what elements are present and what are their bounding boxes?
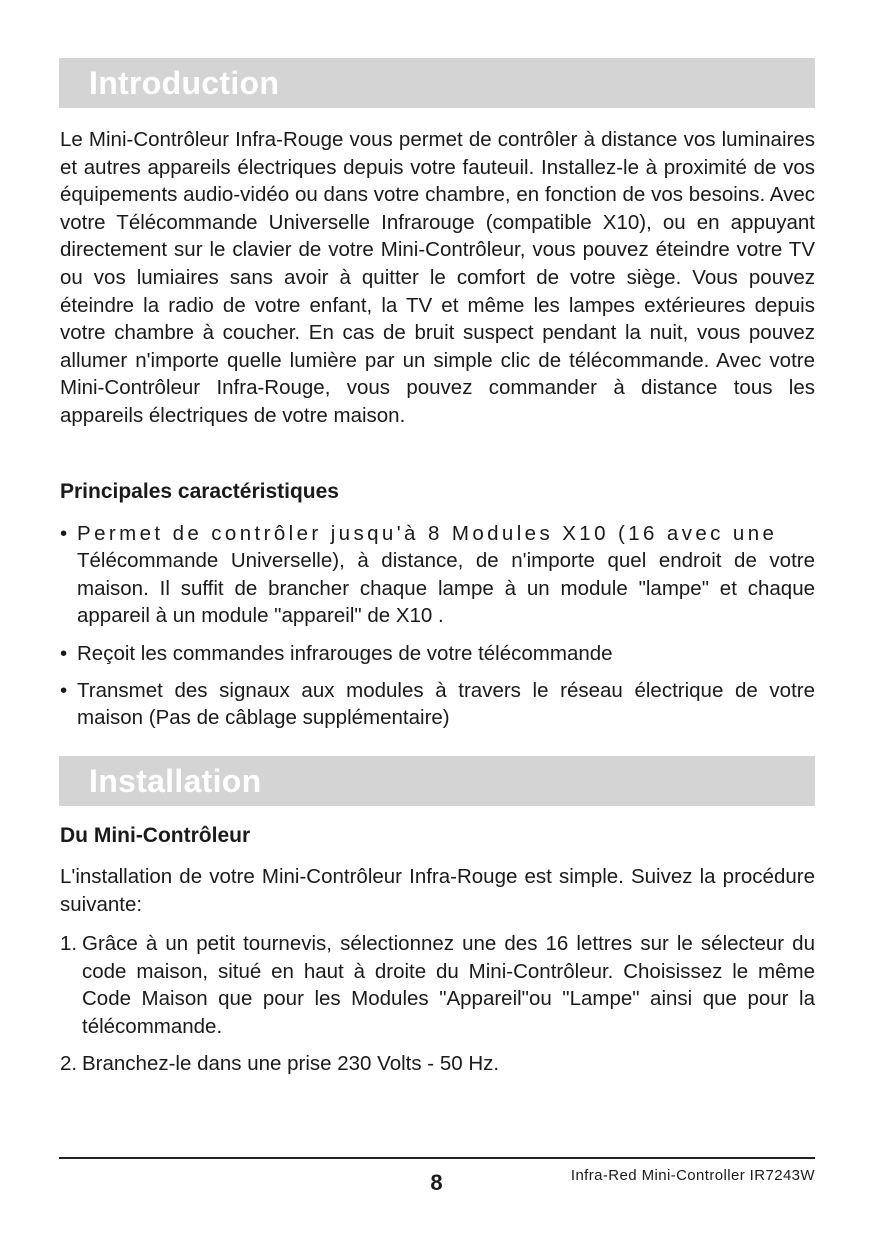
introduction-title: Introduction: [89, 65, 280, 101]
introduction-banner: [59, 58, 815, 108]
page-number: 8: [430, 1170, 443, 1195]
step-item: [60, 1050, 815, 1078]
footer-divider: [59, 1157, 815, 1159]
step-number: 1.: [60, 932, 78, 955]
installation-subheading: Du Mini-Contrôleur: [60, 824, 251, 847]
installation-title: Installation: [89, 763, 262, 799]
step-item: [60, 930, 815, 1040]
feature-item-continuation: [60, 547, 815, 629]
step-number: 2.: [60, 1052, 78, 1076]
feature-text: Télécommande Universelle), à distance, de n'importe quel endroit de votre maison. Il suffit de brancher chaque lampe à un module "lampe" et chaque appareil à un module "appareil" de X10 .: [77, 549, 815, 628]
step-text: Grâce à un petit tournevis, sélectionnez une des 16 lettres sur le sélecteur du code maison, situé en haut à droite du Mini-Contrôleur. Choisissez le même Code Maison que pour les Modules "Appareil"ou "Lampe" ainsi que pour la télécommande.: [82, 932, 815, 1038]
feature-item: [60, 640, 815, 667]
feature-text: Reçoit les commandes infrarouges de votre télécommande: [77, 641, 613, 665]
bullet-mark: •: [60, 641, 68, 665]
feature-item: [60, 520, 815, 547]
feature-item: [60, 677, 815, 732]
bullet-mark: •: [60, 522, 71, 545]
feature-text: Permet de contrôler jusqu'à 8 Modules X10 (16 avec une: [77, 522, 778, 545]
installation-banner: [59, 756, 815, 806]
bullet-mark: •: [60, 679, 68, 703]
document-reference: Infra-Red Mini-Controller IR7243W: [570, 1167, 815, 1184]
installation-steps: [60, 930, 815, 1078]
features-heading: Principales caractéristiques: [60, 480, 339, 503]
feature-text: Transmet des signaux aux modules à travers le réseau électrique de votre maison (Pas de câblage supplémentaire): [77, 679, 815, 730]
installation-intro: L'installation de votre Mini-Contrôleur Infra-Rouge est simple. Suivez la procédure suivante:: [60, 865, 815, 916]
features-list: [60, 520, 815, 732]
introduction-paragraph: Le Mini-Contrôleur Infra-Rouge vous permet de contrôler à distance vos luminaires et autres appareils électriques depuis votre fauteuil. Installez-le à proximité de vos équipements audio-vidéo ou dans votre chambre, en fonction de vos besoins. Avec votre Télécommande Universelle Infrarouge (compatible X10), ou en appuyant directement sur le clavier de votre Mini-Contrôleur, vous pouvez éteindre votre TV ou vos lumiaires sans avoir à quitter le comfort de votre siège. Vous pouvez éteindre la radio de votre enfant, la TV et même les lampes extérieures depuis votre chambre à coucher. En cas de bruit suspect pendant la nuit, vous pouvez allumer n'importe quelle lumière par un simple clic de télécommande. Avec votre Mini-Contrôleur Infra-Rouge, vous pouvez commander à distance tous les appareils électriques de votre maison.: [60, 128, 815, 427]
step-text: Branchez-le dans une prise 230 Volts - 50 Hz.: [82, 1052, 500, 1076]
